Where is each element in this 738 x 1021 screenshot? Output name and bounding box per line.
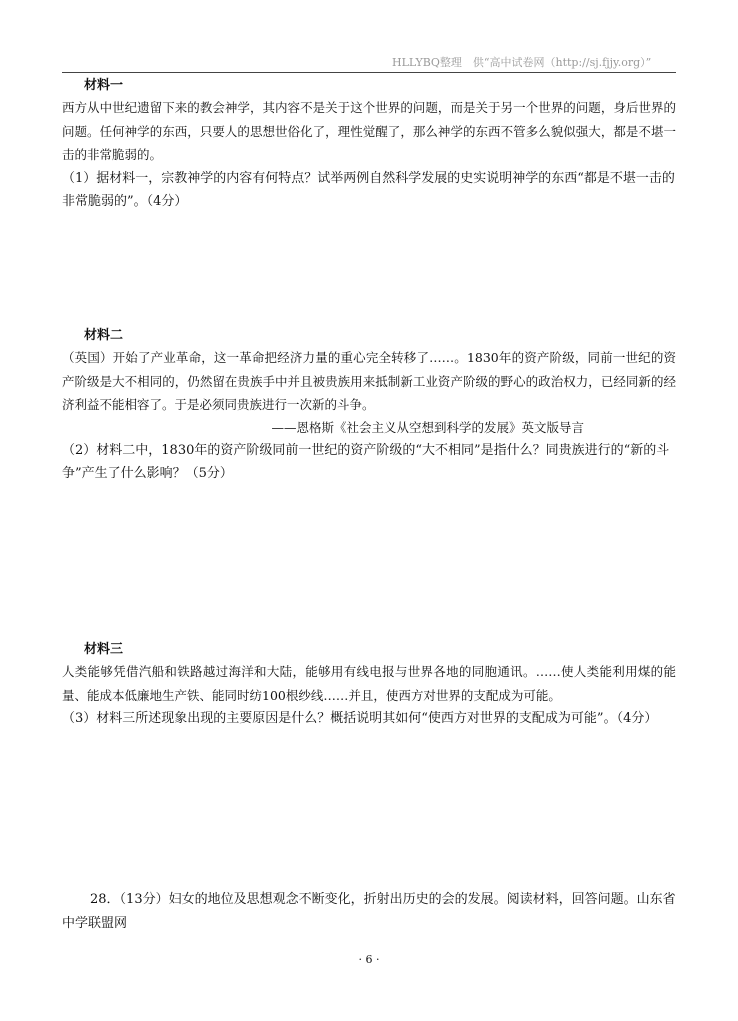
question-two: （2）材料二中，1830年的资产阶级同前一世纪的资产阶级的“大不相同”是指什么？同贵族进行的“新的斗争”产生了什么影响？（5分） [62, 442, 670, 481]
material-three-heading: 材料三 [84, 642, 124, 657]
question-one: （1）据材料一，宗教神学的内容有何特点？试举两例自然科学发展的史实说明神学的东西“都是不堪一击的非常脆弱的”。（4分） [62, 170, 675, 209]
material-three-text: 人类能够凭借汽船和铁路越过海洋和大陆，能够用有线电报与世界各地的同胞通讯。……使人类能利用煤的能量、能成本低廉地生产铁、能同时纺100根纱线……并且，使西方对世界的支配成为可能。 [62, 664, 676, 703]
material-one-text: 西方从中世纪遗留下来的教会神学，其内容不是关于这个世界的问题，而是关于另一个世界的问题，身后世界的问题。任何神学的东西，只要人的思想世俗化了，理性觉醒了，那么神学的东西不管多么貌似强大，都是不堪一击的非常脆弱的。 [62, 100, 676, 162]
question-three: （3）材料三所述现象出现的主要原因是什么？概括说明其如何“使西方对世界的支配成为可能”。（4分） [62, 711, 658, 726]
material-three-section [62, 640, 676, 730]
material-two-source: ——恩格斯《社会主义从空想到科学的发展》英文版导言 [271, 419, 584, 435]
material-two-heading: 材料二 [84, 328, 124, 343]
question-28-section [62, 888, 676, 936]
page-number: · 6 · [358, 953, 380, 966]
header-divider [62, 72, 676, 73]
material-one-heading: 材料一 [84, 78, 124, 93]
material-two-text: （英国）开始了产业革命，这一革命把经济力量的重心完全转移了……。1830年的资产阶级，同前一世纪的资产阶级是大不相同的，仍然留在贵族手中并且被贵族用来抵制新工业资产阶级的野心的政治权力，已经同新的经济利益不能相容了。于是必须同贵族进行一次新的斗争。 [62, 350, 676, 412]
material-two-section [62, 326, 676, 485]
material-one-section [62, 76, 676, 213]
page-header: HLLYBQ整理 供“高中试卷网（http://sj.fjjy.org）” [392, 56, 652, 69]
question-28-text: 28．（13分）妇女的地位及思想观念不断变化，折射出历史的会的发展。阅读材料，回答问题。山东省中学联盟网 [62, 892, 676, 931]
